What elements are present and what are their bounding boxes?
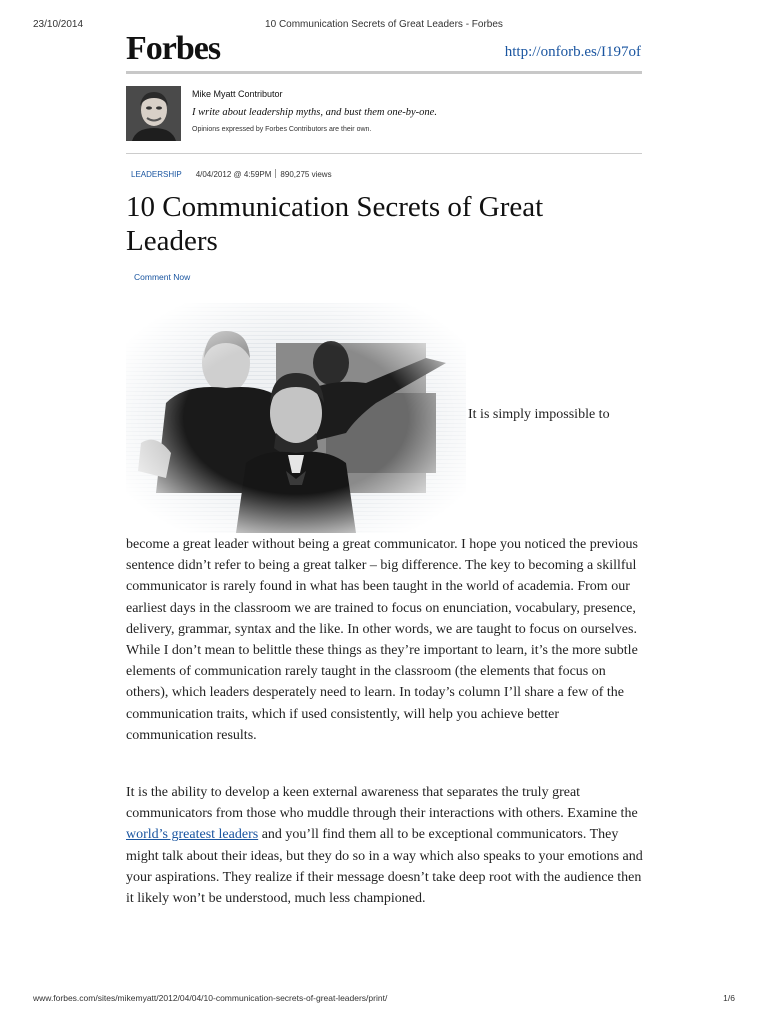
paragraph-2-end: and you’ll find them all to be exceptional communicators. They might talk about their ideas, but they do so in a way which also speaks to your emotions and your aspirations. They realize if their message doesn’t take deep root with the audience then it likely won’t be understood, much less championed. — [126, 827, 643, 907]
header-divider — [126, 71, 642, 74]
paragraph-1: become a great leader without being a great communicator. I hope you noticed the previous sentence didn’t refer to being a great talker – big difference. The key to becoming a skillful communicator is rarely found in what has been taught in the world of academia. From our earliest days in the classroom we are trained to focus on enunciation, vocabulary, presence, delivery, grammar, syntax and the like. In other words, we are taught to focus on ourselves. While I don’t mean to belittle these things as they’re important to learn, it’s the more subtle elements of communication rarely taught in the classroom (the elements that focus on others), which leaders desperately need to learn. In today’s column I’ll share a few of the communication traits, which if used consistently, will help you achieve better communication results. — [126, 537, 638, 743]
short-url-link[interactable]: http://onforb.es/I197of — [504, 44, 641, 60]
paragraph-2 — [126, 782, 644, 909]
author-box — [126, 86, 642, 144]
print-date: 23/10/2014 — [33, 19, 84, 30]
contributor-disclaimer: Opinions expressed by Forbes Contributors are their own. — [192, 126, 372, 133]
article-meta — [131, 169, 332, 179]
paragraph-2-start: It is the ability to develop a keen external awareness that separates the truly great communicators from those who muddle through their interactions with others. Examine the — [126, 785, 638, 822]
view-count: 890,275 views — [280, 170, 332, 179]
print-page-title: 10 Communication Secrets of Great Leaders - Forbes — [265, 19, 503, 30]
category-link[interactable]: LEADERSHIP — [131, 170, 182, 179]
worlds-greatest-leaders-link[interactable]: world’s greatest leaders — [126, 827, 259, 843]
comment-now-link[interactable]: Comment Now — [134, 272, 191, 282]
print-footer-url: www.forbes.com/sites/mikemyatt/2012/04/04/10-communication-secrets-of-great-leaders/print/ — [33, 993, 388, 1003]
leaders-collage-photo — [126, 303, 466, 533]
lead-in-text: It is simply impossible to — [468, 407, 610, 422]
forbes-logo[interactable]: Forbes — [126, 30, 221, 67]
author-avatar[interactable] — [126, 86, 181, 141]
author-name[interactable]: Mike Myatt Contributor — [192, 89, 283, 99]
page-number: 1/6 — [723, 993, 735, 1003]
author-bio: I write about leadership myths, and bust them one-by-one. — [192, 107, 437, 118]
meta-separator — [275, 169, 276, 178]
article-title: 10 Communication Secrets of Great Leaders — [126, 191, 544, 257]
publish-datetime: 4/04/2012 @ 4:59PM — [195, 170, 272, 179]
author-divider — [126, 153, 642, 154]
